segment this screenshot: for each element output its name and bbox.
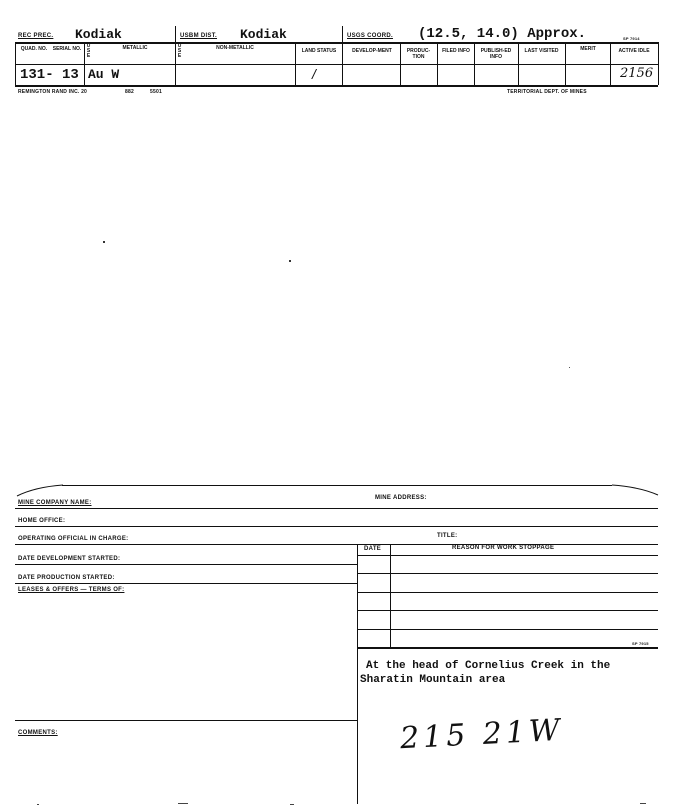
home-office-label: HOME OFFICE: xyxy=(18,518,66,524)
active-idle-header: ACTIVE IDLE xyxy=(618,48,650,54)
development-header: DEVELOP-MENT xyxy=(352,48,392,54)
usgs-coord-label: USGS COORD. xyxy=(347,33,393,39)
printer-number-2: 5501 xyxy=(150,89,162,95)
serial-no-header: SERIAL NO. xyxy=(52,46,82,52)
mine-company-name-label: MINE COMPANY NAME: xyxy=(18,500,92,506)
form-code-bottom: SP 7915 xyxy=(632,641,649,646)
usbm-dist-label: USBM DIST. xyxy=(180,33,218,39)
speck xyxy=(178,803,188,804)
usgs-coord-value: (12.5, 14.0) Approx. xyxy=(418,26,587,42)
printer-imprint: REMINGTON RAND INC. 20 xyxy=(18,89,88,95)
filed-info-header: FILED INFO xyxy=(442,48,470,54)
card-corner-left xyxy=(15,483,65,497)
speck xyxy=(37,804,39,805)
speck xyxy=(640,803,646,804)
rec-prec-label: REC PREC. xyxy=(18,33,54,39)
metallic-header: METALLIC xyxy=(122,45,148,51)
title-label: TITLE: xyxy=(437,533,458,539)
speck xyxy=(290,804,294,805)
date-column-header: DATE xyxy=(364,546,382,552)
leases-offers-label: LEASES & OFFERS — TERMS OF: xyxy=(18,587,125,593)
active-idle-mark: 2156 xyxy=(620,66,654,81)
land-status-header: LAND STATUS xyxy=(301,48,337,54)
merit-header: MERIT xyxy=(580,46,596,52)
form-code-top: SP 7914 xyxy=(623,36,640,41)
handwritten-note: 215 21W xyxy=(399,712,565,757)
non-metallic-header: NON-METALLIC xyxy=(216,45,254,51)
quad-no-header: QUAD. NO. xyxy=(20,46,48,52)
last-visited-header: LAST VISITED xyxy=(524,48,559,54)
published-info-header: PUBLISH-ED INFO xyxy=(480,48,512,60)
use-marker-metallic: U S E xyxy=(86,43,91,59)
department-imprint: TERRITORIAL DEPT. OF MINES xyxy=(507,89,587,95)
rec-prec-value: Kodiak xyxy=(75,27,122,42)
comments-label: COMMENTS: xyxy=(18,730,58,736)
printer-number-1: 882 xyxy=(125,89,134,95)
mine-address-label: MINE ADDRESS: xyxy=(375,495,427,501)
location-text-line1: At the head of Cornelius Creek in the xyxy=(366,660,611,672)
use-marker-nonmetallic: U S E xyxy=(177,43,182,59)
usbm-dist-value: Kodiak xyxy=(240,27,287,42)
production-header: PRODUC-TION xyxy=(406,48,431,60)
reason-column-header: REASON FOR WORK STOPPAGE xyxy=(452,545,555,551)
date-development-label: DATE DEVELOPMENT STARTED: xyxy=(18,556,121,562)
quad-serial-value: 131- 13 xyxy=(20,67,79,83)
speck xyxy=(289,260,291,262)
operating-official-label: OPERATING OFFICIAL IN CHARGE: xyxy=(18,536,129,542)
date-production-label: DATE PRODUCTION STARTED: xyxy=(18,575,115,581)
land-status-mark: / xyxy=(312,66,316,82)
speck xyxy=(569,367,570,368)
card-corner-right xyxy=(610,483,660,497)
metallic-value: Au W xyxy=(88,67,120,82)
location-text-line2: Sharatin Mountain area xyxy=(360,674,506,686)
speck xyxy=(103,241,105,243)
